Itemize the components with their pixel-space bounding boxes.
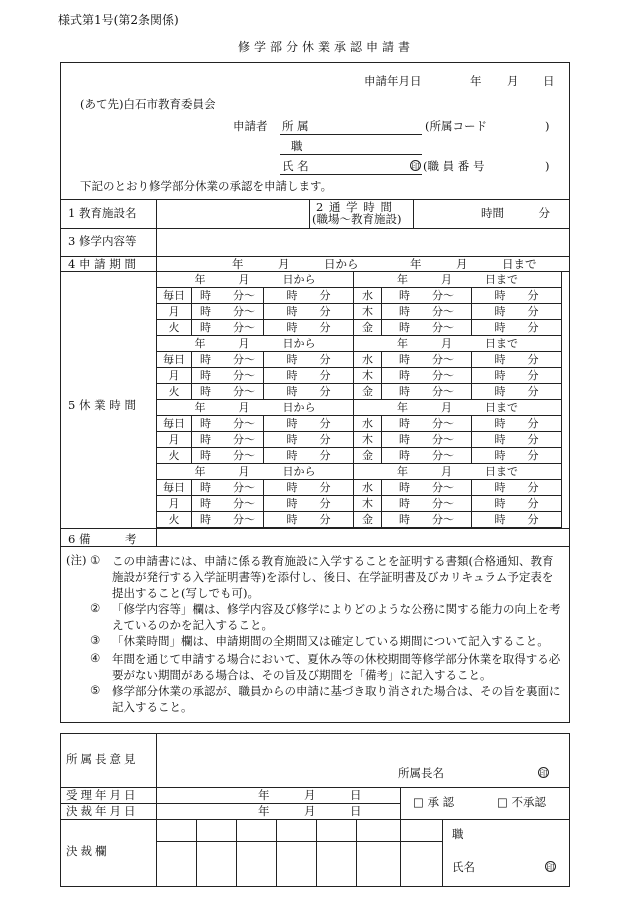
decision-cell-divider [442, 819, 443, 887]
time-to[interactable]: 時 分 [472, 448, 562, 464]
day-label: 月 [157, 304, 192, 320]
decided-date-value[interactable]: 年 月 日 [258, 804, 362, 818]
time-to-hour[interactable]: 時 分 [264, 432, 354, 448]
day-label: 水 [354, 288, 382, 304]
time-from[interactable]: 時 分～ [382, 416, 472, 432]
time-from[interactable]: 時 分～ [382, 352, 472, 368]
time-to-hour[interactable]: 時 分 [264, 304, 354, 320]
chief-name-label: 所属長名 [398, 766, 444, 780]
time-from[interactable]: 時 分～ [192, 368, 264, 384]
time-from[interactable]: 時 分～ [382, 432, 472, 448]
schedule-period-from[interactable]: 年 月 日から [157, 464, 354, 480]
schedule-day-row [157, 512, 562, 528]
time-to[interactable]: 時 分 [472, 304, 562, 320]
year-label: 年 [470, 74, 482, 88]
time-to[interactable]: 時 分 [472, 320, 562, 336]
schedule-period-to[interactable]: 年 月 日まで [354, 464, 562, 480]
name-label: 氏 名 [282, 159, 309, 173]
time-from[interactable]: 時 分～ [382, 480, 472, 496]
commute-sub-label: (職場～教育施設) [312, 212, 402, 226]
row-divider [60, 199, 570, 200]
day-label: 日 [543, 74, 555, 88]
time-from[interactable]: 時 分～ [382, 448, 472, 464]
time-from[interactable]: 時 分～ [382, 320, 472, 336]
decision-position-label: 職 [452, 827, 464, 841]
decision-stamp-cell[interactable] [401, 842, 441, 886]
schedule-day-row [157, 496, 562, 512]
schedule-period-from[interactable]: 年 月 日から [157, 400, 354, 416]
applicant-label: 申請者 [233, 119, 268, 133]
time-to-hour[interactable]: 時 分 [264, 448, 354, 464]
row-divider [60, 819, 570, 820]
time-to-hour[interactable]: 時 分 [264, 320, 354, 336]
col-divider [413, 199, 414, 228]
time-from[interactable]: 時 分～ [192, 432, 264, 448]
time-to[interactable]: 時 分 [472, 288, 562, 304]
form-number: 様式第1号(第2条関係) [58, 13, 179, 27]
decision-label: 決裁欄 [66, 844, 110, 858]
time-to[interactable]: 時 分 [472, 352, 562, 368]
schedule-day-row [157, 352, 562, 368]
application-period-label: 4 申 請 期 間 [68, 257, 136, 271]
affiliation-underline[interactable] [280, 134, 422, 135]
form-title: 修学部分休業承認申請書 [238, 40, 415, 54]
schedule-period-row [157, 272, 562, 288]
affiliation-label: 所 属 [282, 119, 309, 133]
day-label: 毎日 [157, 288, 192, 304]
day-label: 月 [157, 496, 192, 512]
institution-label: 1 教育施設名 [68, 206, 137, 220]
schedule-day-row [157, 320, 562, 336]
remarks-field[interactable] [157, 529, 569, 545]
received-date-value[interactable]: 年 月 日 [258, 788, 362, 802]
time-to[interactable]: 時 分 [472, 416, 562, 432]
time-from[interactable]: 時 分～ [192, 384, 264, 400]
time-from[interactable]: 時 分～ [192, 352, 264, 368]
approve-checkbox[interactable]: □ 承 認 [413, 795, 455, 809]
day-label: 木 [354, 304, 382, 320]
day-label: 火 [157, 384, 192, 400]
note-text: 年間を通じて申請する場合において、夏休み等の休校期間等修学部分休業を取得する必要がない期間がある場合は、その旨及び期間を「備考」に記入すること。 [112, 652, 561, 682]
period-to: 年 月 日まで [410, 257, 537, 271]
schedule-day-row [157, 432, 562, 448]
leave-time-label: 5 休 業 時 間 [68, 398, 136, 412]
time-to[interactable]: 時 分 [472, 368, 562, 384]
schedule-day-row [157, 368, 562, 384]
addressee: (あて先)白石市教育委員会 [80, 97, 216, 111]
day-label: 木 [354, 432, 382, 448]
notes-head: (注) [66, 553, 87, 567]
decision-stamp-cell[interactable] [237, 842, 275, 886]
note-text: 「休業時間」欄は、申請期間の全期間又は確定している期間について記入すること。 [112, 634, 549, 648]
day-label: 月 [157, 432, 192, 448]
time-from[interactable]: 時 分～ [382, 496, 472, 512]
time-to-hour[interactable]: 時 分 [264, 512, 354, 528]
col-divider [309, 199, 310, 228]
time-from[interactable]: 時 分～ [192, 448, 264, 464]
note-text: 修学部分休業の承認が、職員からの申請に基づき取り消された場合は、その旨を裏面に記入すること。 [112, 684, 561, 714]
disapprove-checkbox[interactable]: □ 不承認 [497, 795, 547, 809]
day-label: 火 [157, 320, 192, 336]
schedule-period-to[interactable]: 年 月 日まで [354, 400, 562, 416]
day-label: 金 [354, 512, 382, 528]
decision-stamp-cell[interactable] [277, 842, 315, 886]
time-from[interactable]: 時 分～ [192, 320, 264, 336]
seal-mark: 印 [411, 162, 420, 171]
name-underline[interactable] [280, 174, 422, 175]
schedule-day-row [157, 384, 562, 400]
chief-opinion-field[interactable] [157, 734, 569, 786]
row-divider [60, 546, 570, 547]
time-to[interactable]: 時 分 [472, 480, 562, 496]
note-text: 「修学内容等」欄は、修学内容及び修学によりどのような公務に関する能力の向上を考えているのかを記入すること。 [112, 602, 561, 632]
time-to-hour[interactable]: 時 分 [264, 384, 354, 400]
commute-label: 2 通 学 時 間 [316, 200, 393, 214]
time-to-hour[interactable]: 時 分 [264, 368, 354, 384]
month-label: 月 [507, 74, 519, 88]
time-to-hour[interactable]: 時 分 [264, 352, 354, 368]
time-from[interactable]: 時 分～ [192, 288, 264, 304]
study-content-label: 3 修学内容等 [68, 234, 137, 248]
schedule-day-row [157, 288, 562, 304]
application-date-label: 申請年月日 [364, 74, 422, 88]
decision-name-label: 氏名 [452, 860, 475, 874]
note-number: ④ [90, 651, 101, 665]
col-divider [400, 787, 401, 819]
schedule-period-to[interactable]: 年 月 日まで [354, 272, 562, 288]
time-from[interactable]: 時 分～ [192, 480, 264, 496]
time-to-hour[interactable]: 時 分 [264, 480, 354, 496]
decision-stamp-cell[interactable] [357, 842, 399, 886]
decision-stamp-cell[interactable] [157, 842, 195, 886]
schedule-period-row [157, 464, 562, 480]
decision-stamp-cell[interactable] [317, 842, 355, 886]
schedule-day-row [157, 304, 562, 320]
time-to[interactable]: 時 分 [472, 496, 562, 512]
time-to[interactable]: 時 分 [472, 512, 562, 528]
period-from: 年 月 日から [232, 257, 359, 271]
institution-field[interactable] [157, 200, 308, 227]
time-from[interactable]: 時 分～ [192, 304, 264, 320]
day-label: 毎日 [157, 416, 192, 432]
application-statement: 下記のとおり修学部分休業の承認を申請します。 [80, 179, 333, 193]
time-to-hour[interactable]: 時 分 [264, 496, 354, 512]
position-underline[interactable] [280, 154, 422, 155]
time-from[interactable]: 時 分～ [192, 416, 264, 432]
note-text: この申請書には、申請に係る教育施設に入学することを証明する書類(合格通知、教育施設が発行する入学証明書等)を添付し、後日、在学証明書及びカリキュラム予定表を提出すること(写しでも可)。 [112, 554, 554, 600]
schedule-period-from[interactable]: 年 月 日から [157, 272, 354, 288]
time-from[interactable]: 時 分～ [382, 512, 472, 528]
schedule-day-row [157, 448, 562, 464]
day-label: 月 [157, 368, 192, 384]
time-from[interactable]: 時 分～ [382, 304, 472, 320]
time-from[interactable]: 時 分～ [382, 288, 472, 304]
day-label: 水 [354, 352, 382, 368]
schedule-day-row [157, 480, 562, 496]
commute-value: 時間 分 [481, 206, 550, 220]
time-from[interactable]: 時 分～ [192, 496, 264, 512]
day-label: 水 [354, 416, 382, 432]
chief-opinion-label: 所属長意見 [66, 752, 139, 766]
day-label: 火 [157, 512, 192, 528]
position-label: 職 [291, 139, 303, 153]
decided-date-label: 決裁年月日 [66, 804, 139, 818]
decision-stamp-cell[interactable] [197, 842, 235, 886]
day-label: 金 [354, 448, 382, 464]
schedule-period-from[interactable]: 年 月 日から [157, 336, 354, 352]
time-to-hour[interactable]: 時 分 [264, 288, 354, 304]
time-from[interactable]: 時 分～ [382, 368, 472, 384]
day-label: 木 [354, 368, 382, 384]
received-date-label: 受理年月日 [66, 788, 139, 802]
day-label: 金 [354, 384, 382, 400]
note-number: ③ [90, 633, 101, 647]
day-label: 金 [354, 320, 382, 336]
schedule-day-row [157, 416, 562, 432]
time-from[interactable]: 時 分～ [382, 384, 472, 400]
leave-schedule-table [156, 271, 562, 528]
remarks-label: 6 備 考 [68, 532, 137, 546]
time-to-hour[interactable]: 時 分 [264, 416, 354, 432]
time-from[interactable]: 時 分～ [192, 512, 264, 528]
day-label: 毎日 [157, 480, 192, 496]
day-label: 水 [354, 480, 382, 496]
day-label: 火 [157, 448, 192, 464]
staff-number-close: ) [545, 159, 550, 173]
schedule-period-row [157, 400, 562, 416]
affiliation-code-close: ) [545, 119, 550, 133]
note-number: ① [90, 553, 101, 567]
schedule-period-to[interactable]: 年 月 日まで [354, 336, 562, 352]
time-to[interactable]: 時 分 [472, 432, 562, 448]
note-number: ② [90, 601, 101, 615]
day-label: 毎日 [157, 352, 192, 368]
decision-seal-mark: 印 [546, 863, 555, 872]
time-to[interactable]: 時 分 [472, 384, 562, 400]
chief-seal-mark: 印 [539, 769, 548, 778]
study-content-field[interactable] [157, 229, 569, 255]
schedule-period-row [157, 336, 562, 352]
day-label: 木 [354, 496, 382, 512]
affiliation-code-label: (所属コード [425, 119, 487, 133]
staff-number-label: (職 員 番 号 [423, 159, 485, 173]
note-number: ⑤ [90, 683, 101, 697]
